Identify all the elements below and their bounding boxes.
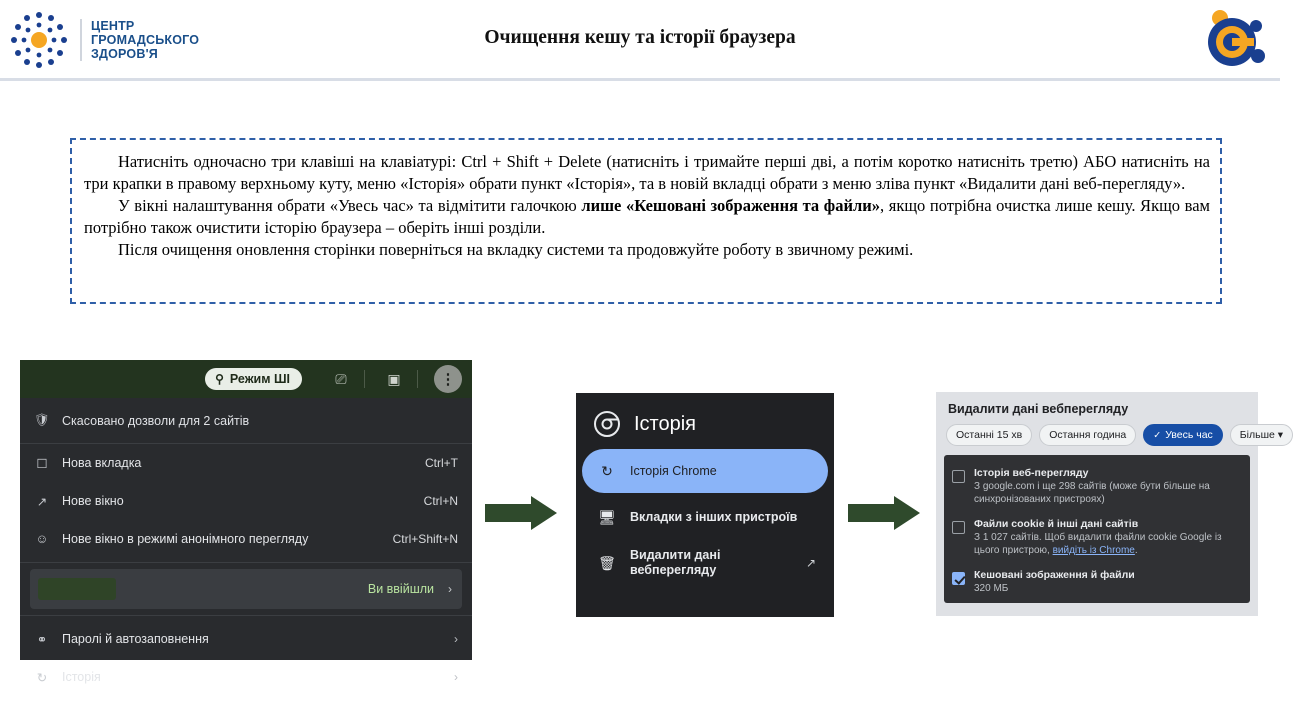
incognito-icon: ☺ (35, 532, 49, 546)
three-dots-menu-icon[interactable]: ⋮ (434, 365, 462, 393)
browsing-history-text (974, 467, 1242, 506)
delete-options-list (944, 455, 1250, 603)
instruction-paragraph-2 (84, 195, 1210, 238)
instruction-p2-part-a: У вікні налаштування обрати «Увесь час» та відмітити галочкою (118, 196, 582, 215)
menu-item-new-tab[interactable] (20, 444, 472, 482)
delete-option-cookies[interactable] (952, 514, 1242, 565)
signed-in-label: Ви ввійшли (367, 582, 434, 596)
key-icon: ⚭ (36, 632, 48, 647)
history-panel-screenshot (576, 393, 834, 617)
menu-item-incognito[interactable] (20, 520, 472, 558)
chevron-right-icon: › (454, 670, 458, 684)
chrome-toolbar (20, 360, 472, 398)
header (0, 0, 1280, 78)
browsing-history-sub: З google.com і ще 298 сайтів (може бути більше на синхронізованих пристроях) (974, 481, 1210, 505)
cached-images-size: 320 МБ (974, 583, 1009, 594)
chip-last-hour[interactable]: Остання година (1039, 424, 1136, 446)
avatar (38, 578, 116, 600)
chrome-menu-screenshot (20, 360, 472, 685)
menu-item-incognito-shortcut: Ctrl+Shift+N (392, 532, 458, 546)
history-icon: ↻ (36, 670, 48, 685)
chip-all-time[interactable]: ✓ Увесь час (1143, 424, 1223, 446)
logo-line-2: ГРОМАДСЬКОГО (91, 33, 200, 47)
chevron-right-icon: › (448, 582, 452, 596)
ai-sparkle-icon: ⚲ (215, 372, 224, 386)
cookies-sub-text: З 1 027 сайтів. Щоб видалити файли cookie Google із цього пристрою, (974, 532, 1222, 556)
sign-out-chrome-link[interactable]: вийдіть із Chrome (1052, 544, 1135, 556)
delete-browsing-data-screenshot (936, 392, 1275, 616)
history-nav-chrome-history-label: Історія Chrome (630, 463, 717, 478)
chip-more[interactable]: Більше ▾ (1230, 424, 1293, 446)
history-nav-delete-data[interactable] (582, 541, 828, 585)
logo-line-3: ЗДОРОВ'Я (91, 47, 158, 61)
permissions-notice-label: Скасовано дозволи для 2 сайтів (62, 413, 250, 428)
instruction-p2-bold: лише «Кешовані зображення та файли» (581, 196, 880, 215)
chip-last-15-min[interactable]: Останні 15 хв (946, 424, 1032, 446)
menu-item-new-window-shortcut: Ctrl+N (423, 494, 458, 508)
cookies-sub (974, 532, 1242, 557)
instruction-p2-part-b: , якщо потрібна очистка лише кешу. Якщо вам потрібно також очистити історію браузера – оберіть інші розділи. (84, 196, 1210, 237)
history-header (576, 393, 834, 447)
menu-item-new-tab-shortcut: Ctrl+T (425, 456, 458, 470)
menu-item-new-window[interactable] (20, 482, 472, 520)
logo-line-1: ЦЕНТР (91, 19, 135, 33)
toolbar-divider (364, 370, 365, 388)
menu-item-history-label: Історія (62, 670, 101, 684)
checkbox-cookies[interactable] (952, 521, 965, 534)
cookies-text (974, 518, 1242, 557)
delete-option-browsing-history[interactable] (952, 463, 1242, 514)
history-nav-delete-data-label: Видалити дані вебперегляду (630, 548, 721, 577)
phc-emblem-logo (1198, 6, 1266, 74)
cached-images-text (974, 569, 1135, 596)
new-window-icon: ↗ (36, 494, 48, 509)
toolbar-divider-2 (417, 370, 418, 388)
menu-divider (20, 562, 472, 563)
history-nav-other-devices[interactable] (582, 495, 828, 539)
arrow-right-1 (485, 496, 557, 530)
menu-item-incognito-label: Нове вікно в режимі анонімного перегляду (62, 532, 309, 546)
history-title: Історія (634, 412, 697, 435)
side-panel-icon[interactable]: ⎚ (335, 370, 347, 387)
menu-item-new-window-label: Нове вікно (62, 494, 124, 508)
menu-divider-2 (20, 615, 472, 616)
cookies-title: Файли cookie й інші дані сайтів (974, 518, 1139, 530)
history-nav-chrome-history[interactable] (582, 449, 828, 493)
delete-option-cached-images[interactable] (952, 565, 1242, 604)
ai-mode-button[interactable] (205, 368, 302, 390)
cookies-sub-tail: . (1134, 544, 1138, 556)
signed-in-row[interactable] (30, 569, 462, 609)
chrome-logo-icon (594, 411, 620, 437)
instruction-paragraph-1: Натисніть одночасно три клавіші на клавіатурі: Ctrl + Shift + Delete (натисніть і тримайте перші дві, а потім коротко натисніть третю) АБО натисніть на три крапки в правому верхньому куту, меню «Історія» обрати пункт «Історія», та в новій вкладці обрати з меню зліва пункт «Видалити дані веб-перегляду». (84, 152, 1210, 193)
new-tab-icon: ☐ (36, 456, 48, 471)
devices-icon: 🖥 (598, 508, 616, 525)
trash-icon: 🗑 (598, 554, 616, 571)
permissions-notice[interactable] (20, 398, 472, 444)
instruction-paragraph-3: Після очищення оновлення сторінки поверніться на вкладку системи та продовжуйте роботу в звичному режимі. (118, 240, 914, 259)
delete-dialog-title: Видалити дані вебперегляду (948, 402, 1129, 416)
history-nav-other-devices-label: Вкладки з інших пристроїв (630, 509, 798, 524)
history-icon: ↻ (601, 462, 613, 479)
shield-icon: 🛡 (34, 413, 50, 427)
time-range-chips (944, 424, 1275, 455)
browsing-history-title: Історія веб-перегляду (974, 467, 1089, 479)
header-divider (0, 78, 1280, 81)
page-title: Очищення кешу та історії браузера (484, 27, 796, 48)
menu-item-new-tab-label: Нова вкладка (62, 456, 142, 470)
external-link-icon[interactable]: ↗ (805, 556, 816, 570)
cached-images-title: Кешовані зображення й файли (974, 569, 1135, 581)
menu-item-passwords-label: Паролі й автозаповнення (62, 632, 209, 646)
menu-item-history[interactable] (20, 658, 472, 696)
instructions-box (70, 138, 1222, 304)
screenshot-icon[interactable]: ▣ (387, 370, 401, 387)
menu-item-passwords[interactable] (20, 620, 472, 658)
checkbox-cached-images[interactable] (952, 572, 965, 585)
chevron-right-icon: › (454, 632, 458, 646)
checkbox-browsing-history[interactable] (952, 470, 965, 483)
arrow-right-2 (848, 496, 920, 530)
ai-mode-label: Режим ШІ (229, 372, 290, 386)
